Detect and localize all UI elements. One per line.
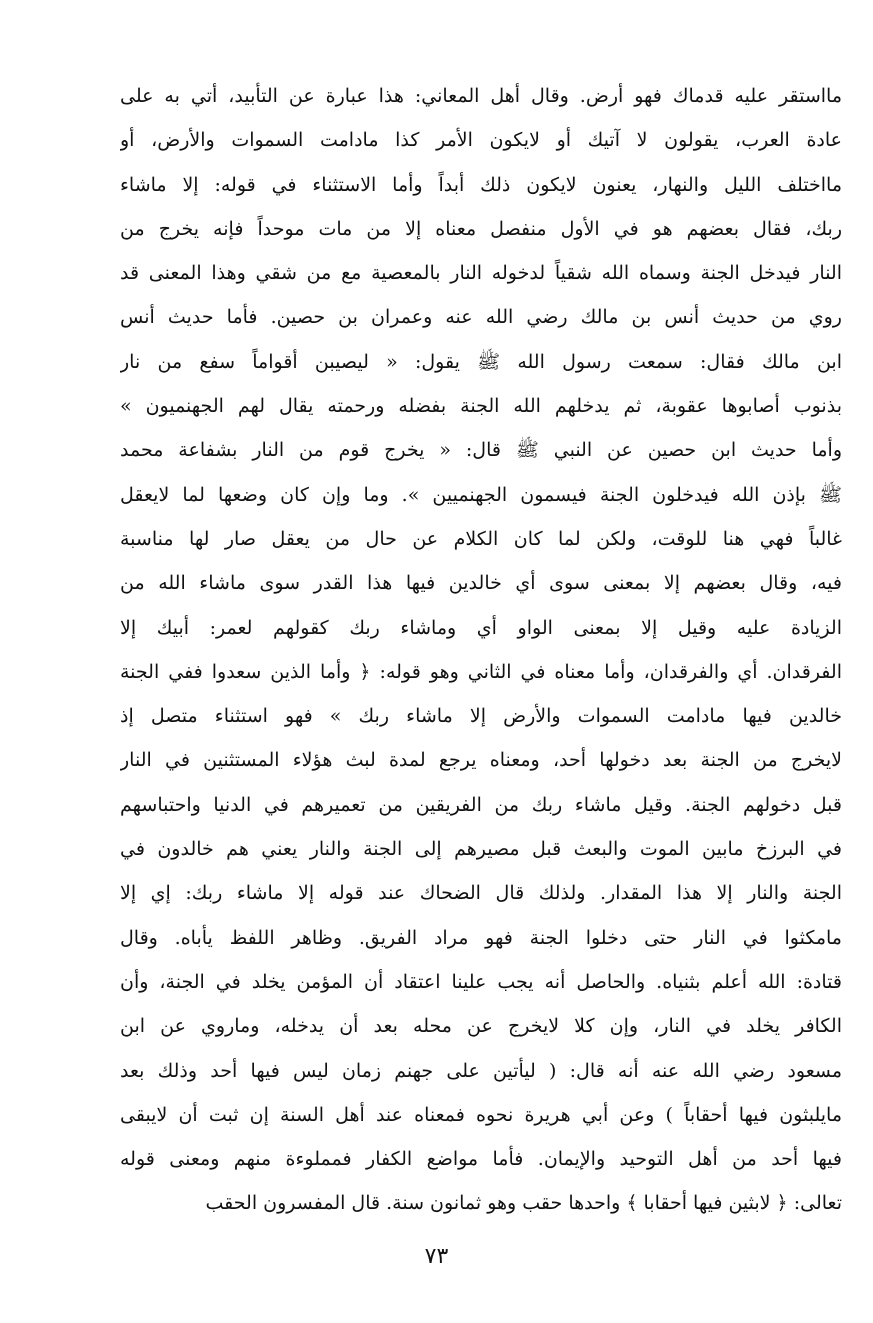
text-line: قبل دخولهم الجنة. وقيل ماشاء ربك من الفريقين من تعميرهم في الدنيا واحتباسهم — [120, 793, 842, 816]
text-line: مايلبثون فيها أحقاباً ) وعن أبي هريرة نحوه فمعناه عند أهل السنة إن ثبت أن لايبقى — [120, 1103, 842, 1126]
text-line: ابن مالك فقال: سمعت رسول الله ﷺ يقول: « ليصيبن أقواماً سفع من نار — [120, 350, 842, 373]
text-line: فيه، وقال بعضهم إلا بمعنى سوى أي خالدين فيها هذا القدر سوى ماشاء الله من — [120, 572, 842, 595]
text-line: خالدين فيها مادامت السموات والأرض إلا ماشاء ربك » فهو استثناء متصل إذ — [120, 705, 842, 728]
text-line: فيها أحد من أهل التوحيد والإيمان. فأما مواضع الكفار فمملوءة منهم ومعنى قوله — [120, 1148, 842, 1171]
text-line: ﷺ بإذن الله فيدخلون الجنة فيسمون الجهنميين ». وما وإن كان وضعها لما لايعقل — [120, 483, 842, 506]
text-line: النار فيدخل الجنة وسماه الله شقياً لدخوله النار بالمعصية مع من شقي وهذا المعنى قد — [120, 262, 842, 285]
text-line: عادة العرب، يقولون لا آتيك أو لايكون الأمر كذا مادامت السموات والأرض، أو — [120, 129, 842, 152]
text-line: غالباً فهي هنا للوقت، ولكن لما كان الكلام عن حال من يعقل صار لها مناسبة — [120, 527, 842, 550]
text-line: مسعود رضي الله عنه أنه قال: ( ليأتين على جهنم زمان ليس فيها أحد وذلك بعد — [120, 1059, 842, 1082]
page-number: ٧٣ — [424, 1244, 449, 1269]
text-line: الجنة والنار إلا هذا المقدار. ولذلك قال الضحاك عند قوله إلا ماشاء ربك: إي إلا — [120, 882, 842, 905]
text-line: لايخرج من الجنة بعد دخولها أحد، ومعناه يرجع لمدة لبث هؤلاء المستثنين في النار — [120, 749, 842, 772]
text-line: بذنوب أصابوها عقوبة، ثم يدخلهم الله الجنة بفضله ورحمته يقال لهم الجهنميون » — [120, 395, 842, 418]
text-line: الفرقدان. أي والفرقدان، وأما معناه في الثاني وهو قوله: ﴿ وأما الذين سعدوا ففي الجنة — [120, 660, 842, 683]
text-line: الزيادة عليه وقيل إلا بمعنى الواو أي وماشاء ربك كقولهم لعمر: أبيك إلا — [120, 616, 842, 639]
text-line: مااستقر عليه قدماك فهو أرض. وقال أهل المعاني: هذا عبارة عن التأبيد، أتي به على — [120, 85, 842, 107]
text-line: قتادة: الله أعلم بثنياه. والحاصل أنه يجب علينا اعتقاد أن المؤمن يخلد في الجنة، وأن — [120, 970, 842, 993]
text-line: مااختلف الليل والنهار، يعنون لايكون ذلك أبداً وأما الاستثناء في قوله: إلا ماشاء — [120, 173, 842, 196]
text-line: وأما حديث ابن حصين عن النبي ﷺ قال: « يخرج قوم من النار بشفاعة محمد — [120, 439, 842, 462]
text-line: في البرزخ مابين الموت والبعث قبل مصيرهم إلى الجنة والنار يعني هم خالدون في — [120, 838, 842, 861]
text-line: الكافر يخلد في النار، وإن كلا لايخرج عن محله بعد أن يدخله، وماروي عن ابن — [120, 1015, 842, 1038]
text-line: تعالى: ﴿ لابثين فيها أحقابا ﴾ واحدها حقب وهو ثمانون سنة. قال المفسرون الحقب — [205, 1192, 842, 1215]
body-text — [120, 74, 842, 1226]
text-line: مامكثوا في النار حتى دخلوا الجنة فهو مراد الفريق. وظاهر اللفظ يأباه. وقال — [120, 926, 842, 949]
text-line: ربك، فقال بعضهم هو في الأول منفصل معناه إلا من مات موحداً فإنه يخرج من — [120, 217, 842, 240]
text-line: روي من حديث أنس بن مالك رضي الله عنه وعمران بن حصين. فأما حديث أنس — [120, 306, 842, 329]
